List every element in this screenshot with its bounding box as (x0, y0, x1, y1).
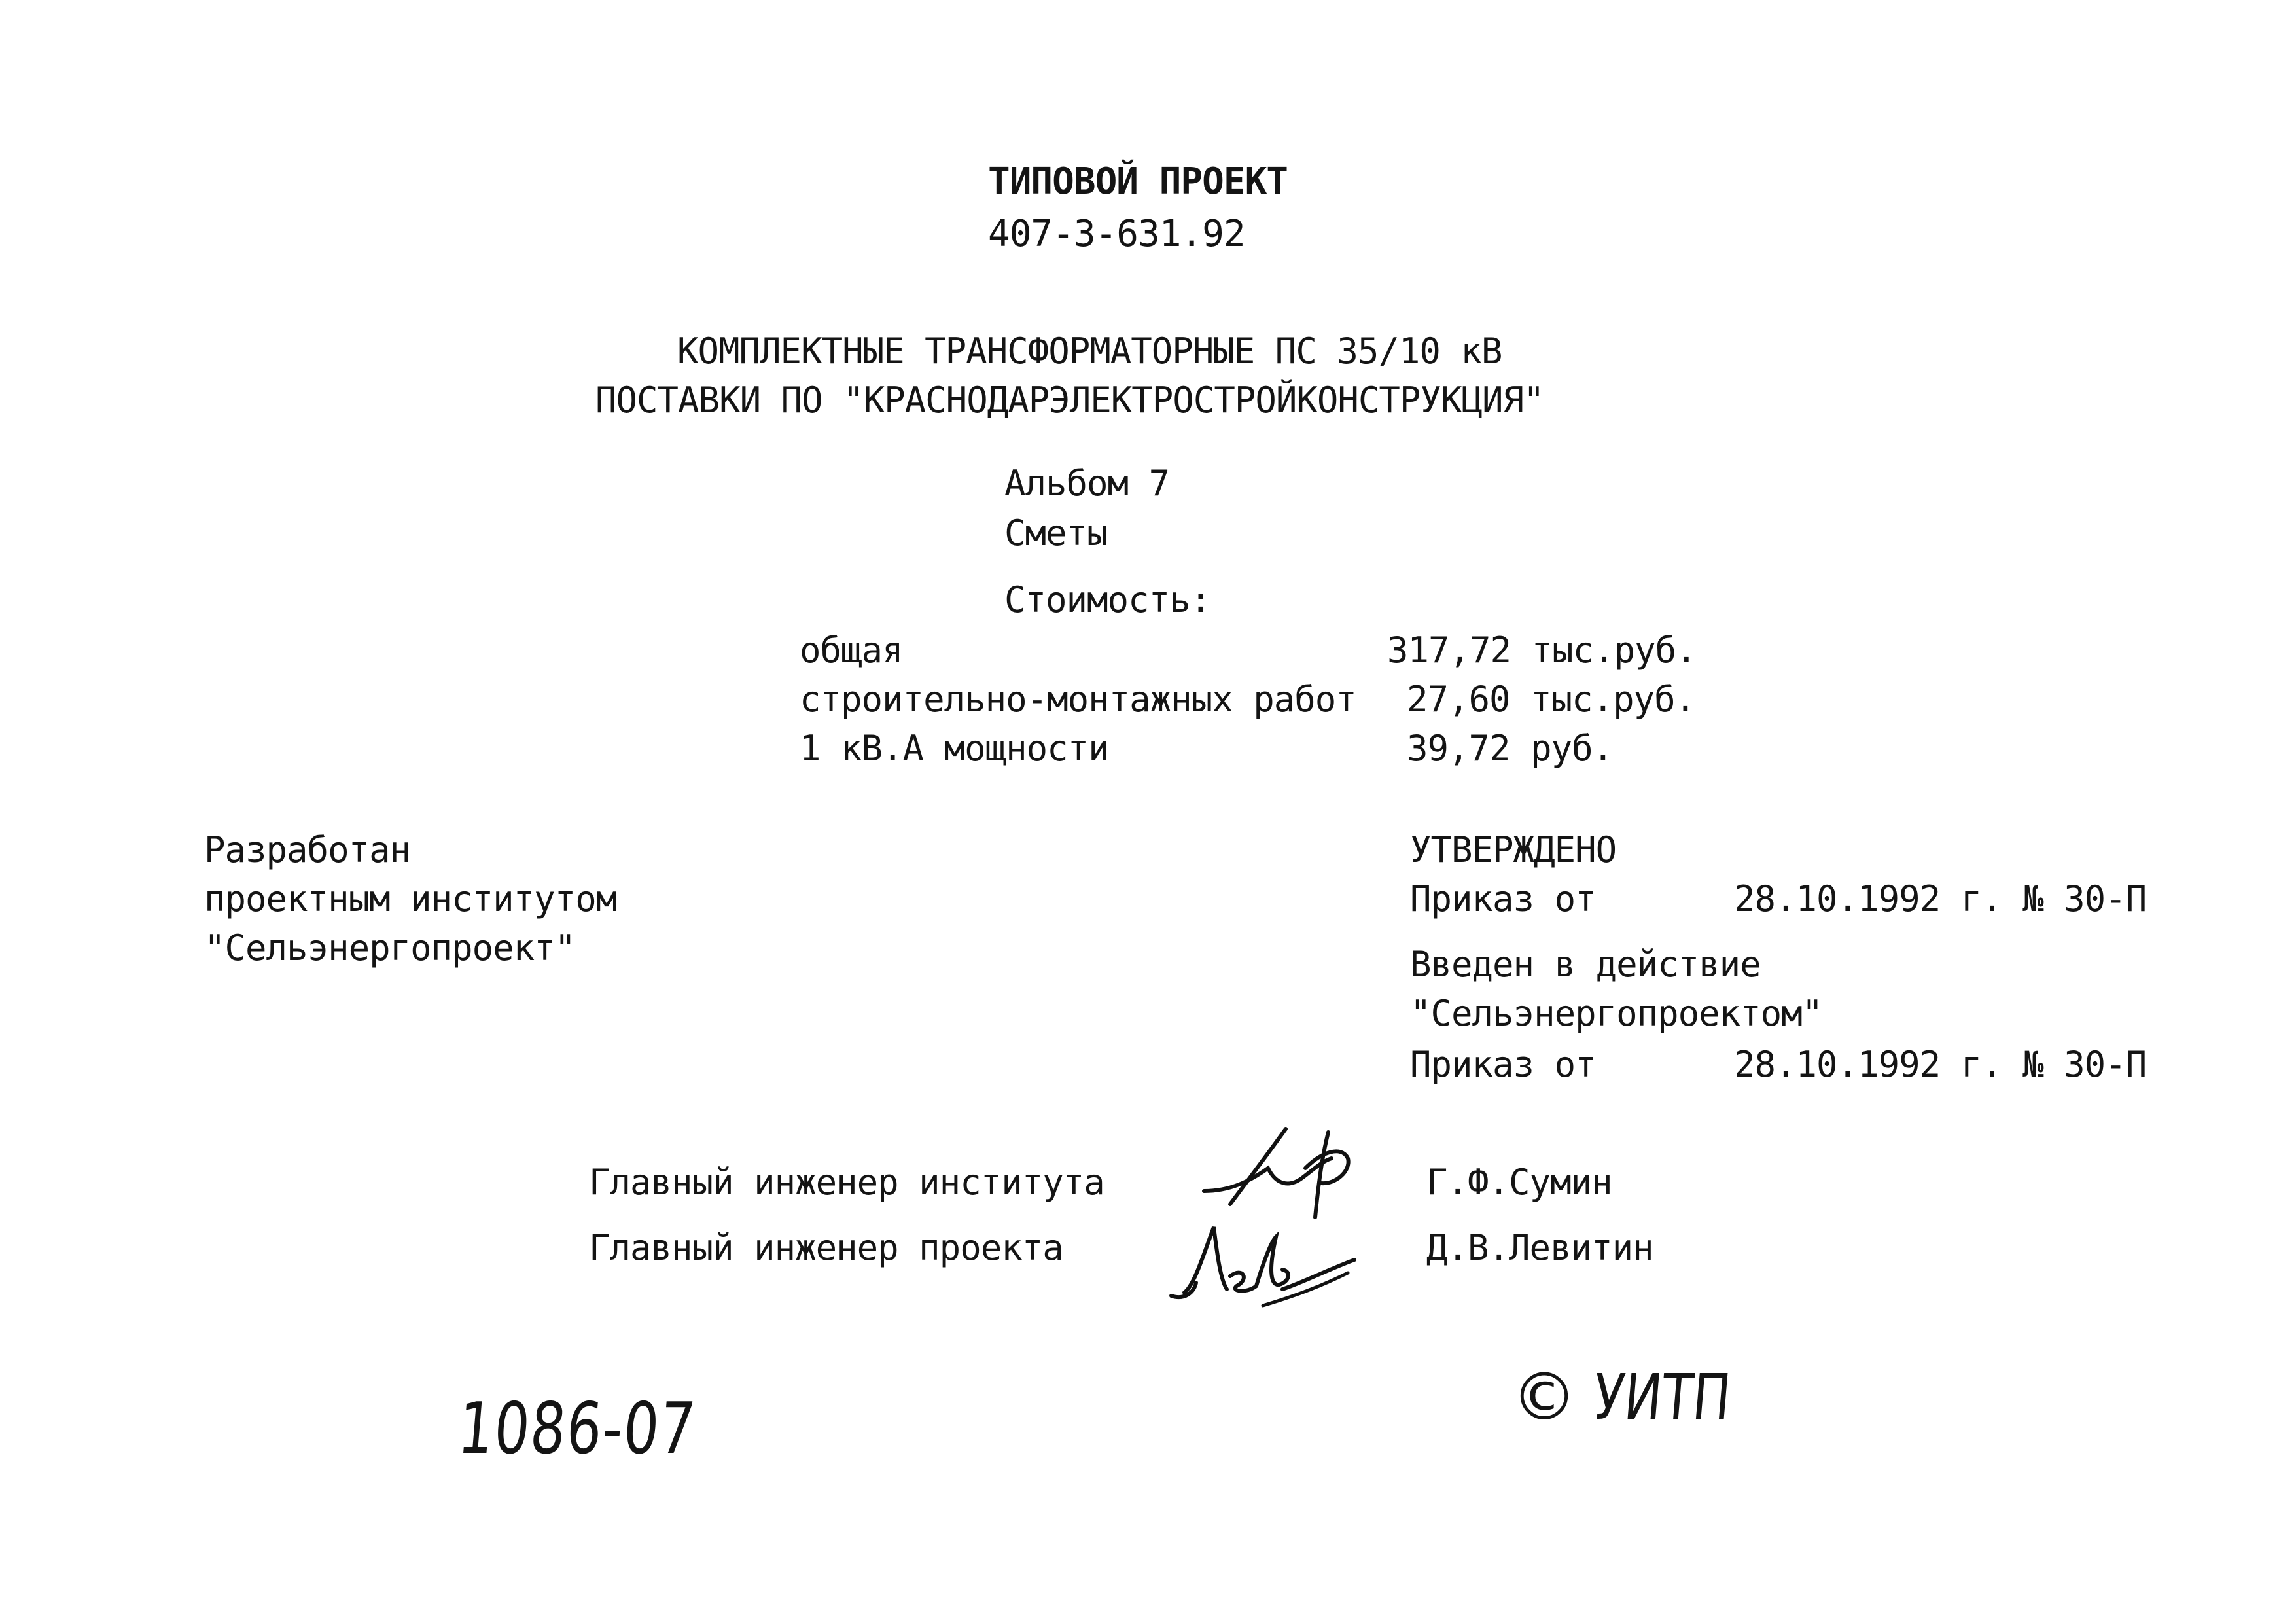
order-label: Приказ от (1410, 878, 1596, 919)
album-subtitle: Сметы (1004, 512, 1108, 554)
cost-row-label-construction: строительно-монтажных работ (800, 679, 1356, 720)
signature-title-project: Главный инженер проекта (589, 1227, 1063, 1268)
cost-row-value-construction: 27,60 тыс.руб. (1407, 679, 1696, 720)
order-details: 28.10.1992 г. № 30-П (1734, 878, 2147, 919)
copyright-icon: © (1511, 1359, 1577, 1435)
cost-row-label-per-kva: 1 кВ.А мощности (800, 728, 1109, 769)
signature-name-project: Д.В.Левитин (1426, 1227, 1653, 1268)
copyright-holder: УИТП (1591, 1361, 1734, 1434)
developer-line-2: проектным институтом (204, 878, 617, 919)
cost-row-label-total: общая (800, 630, 903, 671)
signature-name-institute: Г.Ф.Сумин (1426, 1162, 1612, 1203)
project-number: 407-3-631.92 (988, 213, 1245, 255)
enacted-line-1: Введен в действие (1410, 944, 1761, 985)
order2-label: Приказ от (1410, 1044, 1596, 1085)
signature-sumin-icon (1191, 1106, 1387, 1224)
project-name-line-1: КОМПЛЕКТНЫЕ ТРАНСФОРМАТОРНЫЕ ПС 35/10 кВ (677, 330, 1502, 372)
album-label: Альбом 7 (1004, 463, 1170, 504)
signature-levitin-icon (1158, 1214, 1368, 1312)
inventory-number: 1086-07 (455, 1388, 699, 1470)
project-name-line-2: ПОСТАВКИ ПО "КРАСНОДАРЭЛЕКТРОСТРОЙКОНСТРУКЦИЯ" (595, 380, 1544, 421)
copyright-stamp (1511, 1359, 1765, 1435)
cost-row-value-total: 317,72 тыс.руб. (1387, 630, 1697, 671)
developer-line-3: "Сельэнергопроект" (204, 927, 576, 969)
enacted-line-2: "Сельэнергопроектом" (1410, 993, 1823, 1034)
project-type-title: ТИПОВОЙ ПРОЕКТ (988, 160, 1288, 203)
order2-details: 28.10.1992 г. № 30-П (1734, 1044, 2147, 1085)
approved-label: УТВЕРЖДЕНО (1410, 829, 1617, 870)
cost-row-value-per-kva: 39,72 руб. (1407, 728, 1614, 769)
developer-line-1: Разработан (204, 829, 411, 870)
cost-heading: Стоимость: (1004, 579, 1211, 620)
signature-title-institute: Главный инженер института (589, 1162, 1104, 1203)
